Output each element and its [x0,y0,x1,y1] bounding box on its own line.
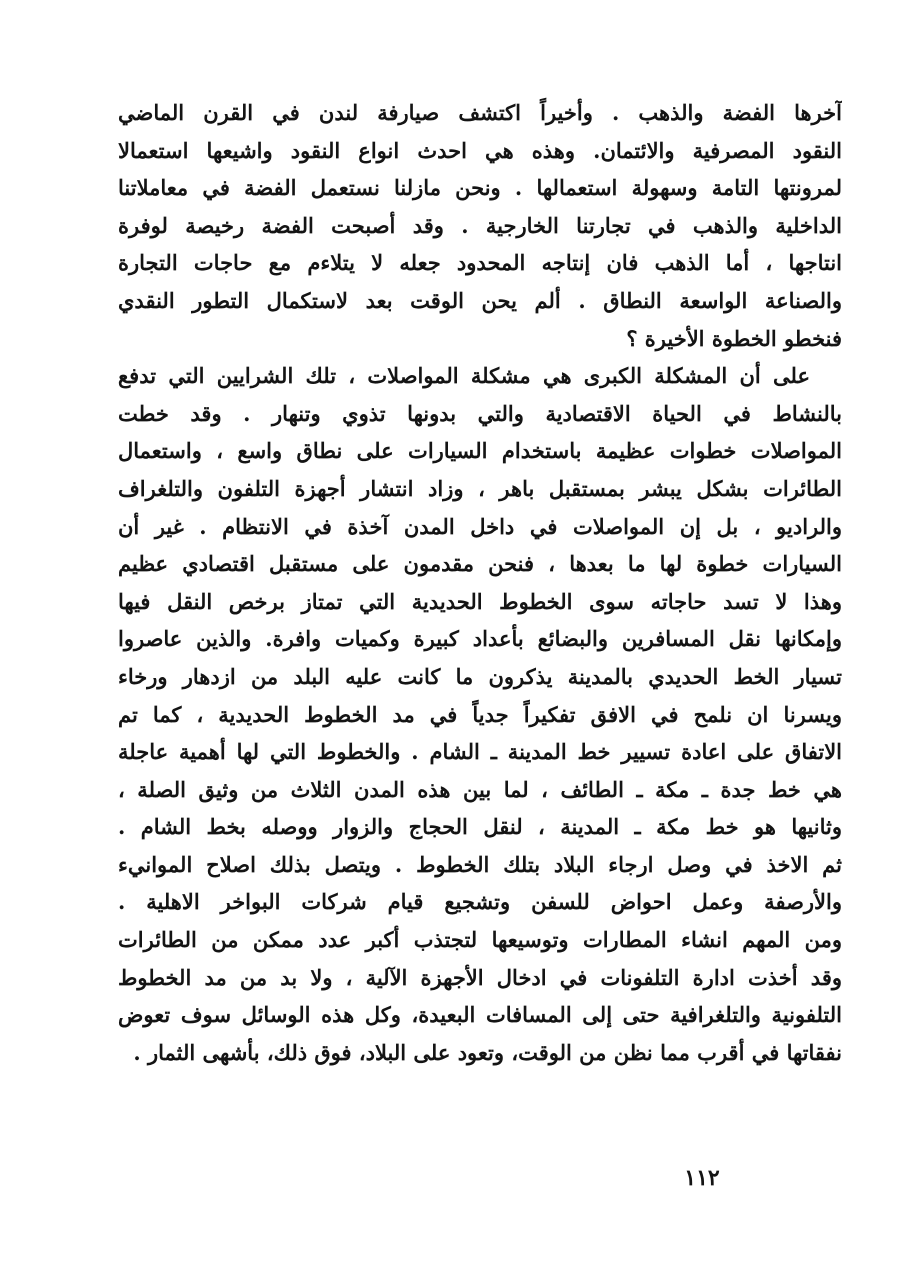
text-line: والراديو ، بل إن المواصلات في داخل المدن آخذة في الانتظام . غير أن [118,513,842,539]
text-line: والصناعة الواسعة النطاق . ألم يحن الوقت بعد لاستكمال التطور النقدي [118,287,842,313]
text-line: التلفونية والتلغرافية حتى إلى المسافات البعيدة، وكل هذه الوسائل سوف تعوض [118,1002,842,1028]
text-line: ثم الاخذ في وصل ارجاء البلاد بتلك الخطوط . ويتصل بذلك اصلاح الموانيء [118,851,842,877]
text-line: المواصلات خطوات عظيمة باستخدام السيارات على نطاق واسع ، واستعمال [118,438,842,464]
text-line: السيارات خطوة لها ما بعدها ، فنحن مقدمون على مستقبل اقتصادي عظيم [118,551,842,577]
text-line: الطائرات بشكل يبشر بمستقبل باهر ، وزاد انتشار أجهزة التلفون والتلغراف [118,475,842,501]
text-line: الداخلية والذهب في تجارتنا الخارجية . وقد أصبحت الفضة رخيصة لوفرة [118,212,842,238]
text-line: تسيار الخط الحديدي بالمدينة يذكرون ما كانت عليه البلد من ازدهار ورخاء [118,663,842,689]
text-line: نفقاتها في أقرب مما نظن من الوقت، وتعود على البلاد، فوق ذلك، بأشهى الثمار . [133,1039,842,1065]
text-line: وإمكانها نقل المسافرين والبضائع بأعداد كبيرة وكميات وافرة. والذين عاصروا [118,626,842,652]
text-line: النقود المصرفية والائتمان. وهذه هي احدث انواع النقود واشيعها استعمالا [118,137,842,163]
text-line: بالنشاط في الحياة الاقتصادية والتي بدونها تذوي وتنهار . وقد خطت [118,400,842,426]
text-line: فنخطو الخطوة الأخيرة ؟ [626,325,842,351]
text-line: وهذا لا تسد حاجاته سوى الخطوط الحديدية التي تمتاز برخص النقل فيها [118,588,842,614]
text-line: آخرها الفضة والذهب . وأخيراً اكتشف صيارفة لندن في القرن الماضي [118,100,842,125]
text-line: ويسرنا ان نلمح في الافق تفكيراً جدياً في مد الخطوط الحديدية ، كما تم [118,701,842,727]
text-line: ومن المهم انشاء المطارات وتوسيعها لتجتذب أكبر عدد ممكن من الطائرات [118,927,842,953]
text-line: على أن المشكلة الكبرى هي مشكلة المواصلات ، تلك الشرايين التي تدفع [118,363,810,389]
text-line: والأرصفة وعمل احواض للسفن وتشجيع قيام شركات البواخر الاهلية . [118,889,842,915]
text-line: وقد أخذت ادارة التلفونات في ادخال الأجهزة الآلية ، ولا بد من مد الخطوط [118,964,842,990]
text-line: انتاجها ، أما الذهب فان إنتاجه المحدود جعله لا يتلاءم مع حاجات التجارة [118,250,842,276]
text-line: الاتفاق على اعادة تسيير خط المدينة ـ الشام . والخطوط التي لها أهمية عاجلة [118,739,842,765]
text-line: لمرونتها التامة وسهولة استعمالها . ونحن مازلنا نستعمل الفضة في معاملاتنا [118,175,842,201]
page-number: ١١٢ [684,1165,720,1191]
text-line: وثانيها هو خط مكة ـ المدينة ، لنقل الحجاج والزوار ووصله بخط الشام . [118,814,842,840]
body-text [118,94,842,1071]
text-line: هي خط جدة ـ مكة ـ الطائف ، لما بين هذه المدن الثلاث من وثيق الصلة ، [118,776,842,802]
